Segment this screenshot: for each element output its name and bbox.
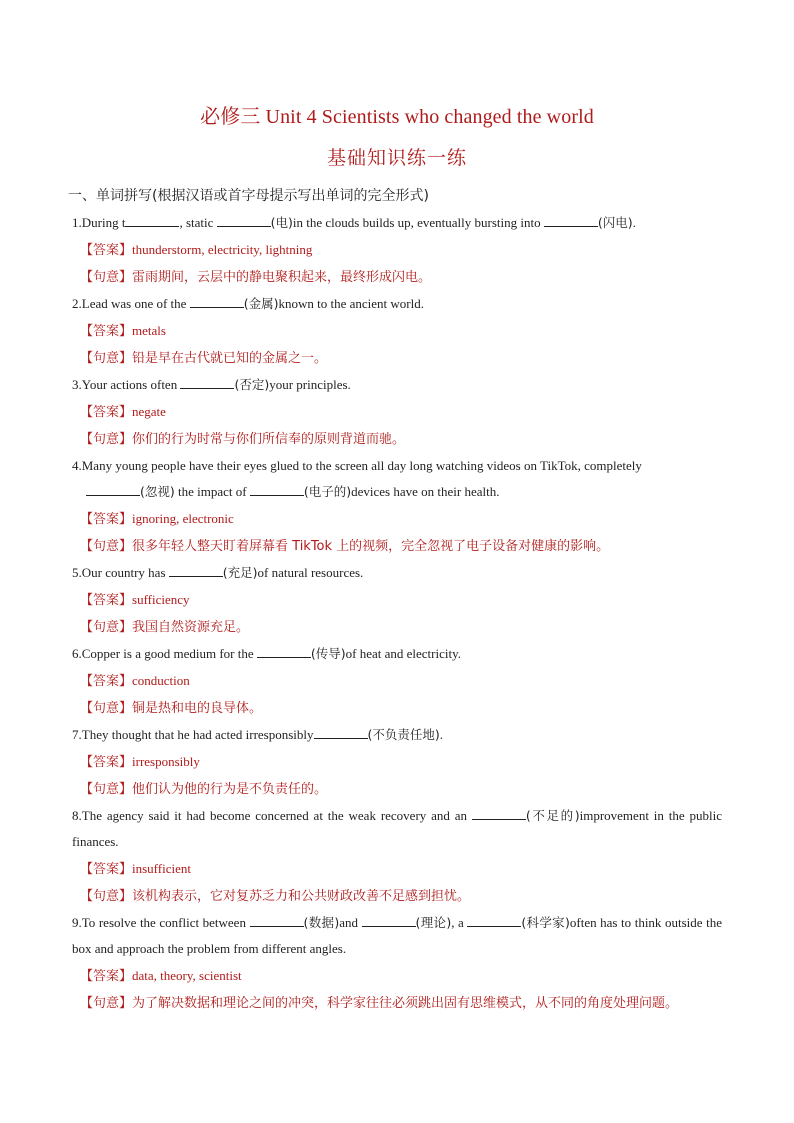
- answer-blank: [190, 293, 244, 308]
- answer-text: negate: [132, 404, 166, 419]
- meaning-label: 【句意】: [80, 782, 133, 797]
- question-text: and: [339, 915, 362, 930]
- question-8: [72, 803, 722, 855]
- answer-line: [80, 855, 794, 883]
- answer-blank: [250, 481, 304, 496]
- meaning-text: 很多年轻人整天盯着屏幕看 TikTok 上的视频，完全忽视了电子设备对健康的影响。: [132, 539, 610, 554]
- chinese-hint: (电子的): [303, 484, 352, 499]
- question-text: often has to think outside the box and approach the problem from different angles.: [72, 915, 722, 956]
- answer-label: 【答案】: [80, 512, 133, 527]
- question-text: Our country has: [81, 565, 169, 580]
- meaning-line: [80, 776, 794, 803]
- chinese-hint: (传导): [310, 646, 346, 661]
- answer-text: conduction: [132, 673, 190, 688]
- meaning-label: 【句意】: [80, 996, 133, 1011]
- section-heading: 一、单词拼写(根据汉语或首字母提示写出单词的完全形式): [68, 188, 429, 204]
- question-text: Lead was one of the: [81, 296, 190, 311]
- answer-text: data, theory, scientist: [132, 968, 242, 983]
- chinese-hint: (电): [270, 215, 293, 230]
- meaning-text: 我国自然资源充足。: [132, 620, 250, 635]
- chinese-hint: (金属): [243, 296, 279, 311]
- question-text: .: [632, 215, 636, 230]
- question-text: Your actions often: [81, 377, 181, 392]
- question-text: of natural resources.: [257, 565, 364, 580]
- question-text: , a: [451, 915, 468, 930]
- answer-blank: [467, 912, 521, 927]
- answer-line: [80, 748, 794, 776]
- meaning-line: [80, 614, 794, 641]
- question-number: 9.: [72, 915, 82, 930]
- meaning-text: 铅是早在古代就已知的金属之一。: [132, 351, 328, 366]
- question-list: [0, 210, 794, 1017]
- meaning-line: [80, 695, 794, 722]
- answer-label: 【答案】: [80, 674, 133, 689]
- question-text: Many young people have their eyes glued to the screen all day long watching videos on TikTok, completely: [81, 458, 642, 473]
- question-text: The agency said it had become concerned at the weak recovery and an: [81, 808, 472, 823]
- answer-text: sufficiency: [132, 592, 190, 607]
- answer-blank: [314, 724, 368, 739]
- answer-blank: [257, 643, 311, 658]
- question-text: Copper is a good medium for the: [81, 646, 257, 661]
- question-1: [72, 210, 722, 236]
- answer-blank: [250, 912, 304, 927]
- answer-blank: [180, 374, 234, 389]
- answer-label: 【答案】: [80, 969, 133, 984]
- answer-text: thunderstorm, electricity, lightning: [132, 242, 313, 257]
- question-number: 3.: [72, 377, 82, 392]
- question-number: 8.: [72, 808, 82, 823]
- answer-text: metals: [132, 323, 166, 338]
- question-number: 7.: [72, 727, 82, 742]
- question-5: [72, 560, 722, 586]
- answer-blank: [86, 481, 140, 496]
- answer-line: [80, 667, 794, 695]
- page-subtitle: 基础知识练一练: [326, 148, 467, 169]
- meaning-line: [80, 533, 794, 560]
- answer-blank: [472, 805, 526, 820]
- meaning-label: 【句意】: [80, 889, 133, 904]
- question-number: 6.: [72, 646, 82, 661]
- question-text: .: [439, 727, 444, 742]
- question-text: They thought that he had acted irresponsibly: [81, 727, 314, 742]
- question-text: During t: [81, 215, 126, 230]
- chinese-hint: (数据): [303, 915, 340, 930]
- question-text: To resolve the conflict between: [81, 915, 250, 930]
- meaning-line: [80, 990, 794, 1017]
- question-number: 1.: [72, 215, 82, 230]
- answer-line: [80, 962, 794, 990]
- question-6: [72, 641, 722, 667]
- question-text: , static: [179, 215, 217, 230]
- meaning-line: [80, 426, 794, 453]
- page-title: 必修三 Unit 4 Scientists who changed the world: [200, 106, 594, 128]
- question-text: your principles.: [269, 377, 351, 392]
- question-text: devices have on their health.: [351, 484, 500, 499]
- meaning-text: 该机构表示，它对复苏乏力和公共财政改善不足感到担忧。: [132, 889, 471, 904]
- meaning-label: 【句意】: [80, 620, 133, 635]
- answer-line: [80, 236, 794, 264]
- meaning-label: 【句意】: [80, 539, 133, 554]
- answer-blank: [169, 562, 223, 577]
- answer-line: [80, 586, 794, 614]
- question-3: [72, 372, 722, 398]
- answer-blank: [125, 212, 179, 227]
- chinese-hint: (理论): [415, 915, 452, 930]
- answer-label: 【答案】: [80, 862, 133, 877]
- answer-blank: [362, 912, 416, 927]
- question-text: improvement in the public finances.: [72, 808, 722, 849]
- meaning-text: 你们的行为时常与你们所信奉的原则背道而驰。: [132, 432, 406, 447]
- chinese-hint: (忽视): [140, 484, 175, 499]
- meaning-line: [80, 883, 794, 910]
- answer-line: [80, 505, 794, 533]
- answer-label: 【答案】: [80, 243, 133, 258]
- question-7: [72, 722, 722, 748]
- meaning-label: 【句意】: [80, 701, 133, 716]
- answer-label: 【答案】: [80, 405, 133, 420]
- answer-label: 【答案】: [80, 593, 133, 608]
- answer-text: insufficient: [132, 861, 191, 876]
- question-9: [72, 910, 722, 962]
- question-4: [72, 453, 722, 505]
- answer-line: [80, 398, 794, 426]
- chinese-hint: (闪电): [597, 215, 633, 230]
- question-number: 5.: [72, 565, 82, 580]
- answer-text: ignoring, electronic: [132, 511, 234, 526]
- chinese-hint: (不足的): [525, 808, 580, 823]
- answer-line: [80, 317, 794, 345]
- answer-label: 【答案】: [80, 755, 133, 770]
- meaning-label: 【句意】: [80, 351, 133, 366]
- question-text: in the clouds builds up, eventually bursting into: [292, 215, 544, 230]
- meaning-text: 他们认为他的行为是不负责任的。: [132, 782, 328, 797]
- answer-label: 【答案】: [80, 324, 133, 339]
- meaning-line: [80, 264, 794, 291]
- meaning-text: 为了解决数据和理论之间的冲突，科学家往往必须跳出固有思维模式，从不同的角度处理问题。: [132, 996, 679, 1011]
- answer-blank: [544, 212, 598, 227]
- chinese-hint: (科学家): [521, 915, 570, 930]
- question-number: 2.: [72, 296, 82, 311]
- meaning-label: 【句意】: [80, 432, 133, 447]
- question-text: the impact of: [174, 484, 250, 499]
- answer-blank: [217, 212, 271, 227]
- chinese-hint: (充足): [222, 565, 258, 580]
- question-text: known to the ancient world.: [278, 296, 424, 311]
- question-number: 4.: [72, 458, 82, 473]
- question-2: [72, 291, 722, 317]
- meaning-line: [80, 345, 794, 372]
- chinese-hint: (否定): [234, 377, 270, 392]
- meaning-text: 铜是热和电的良导体。: [132, 701, 263, 716]
- chinese-hint: (不负责任地): [367, 727, 440, 742]
- answer-text: irresponsibly: [132, 754, 200, 769]
- question-text: of heat and electricity.: [345, 646, 461, 661]
- meaning-text: 雷雨期间，云层中的静电聚积起来，最终形成闪电。: [132, 270, 432, 285]
- meaning-label: 【句意】: [80, 270, 133, 285]
